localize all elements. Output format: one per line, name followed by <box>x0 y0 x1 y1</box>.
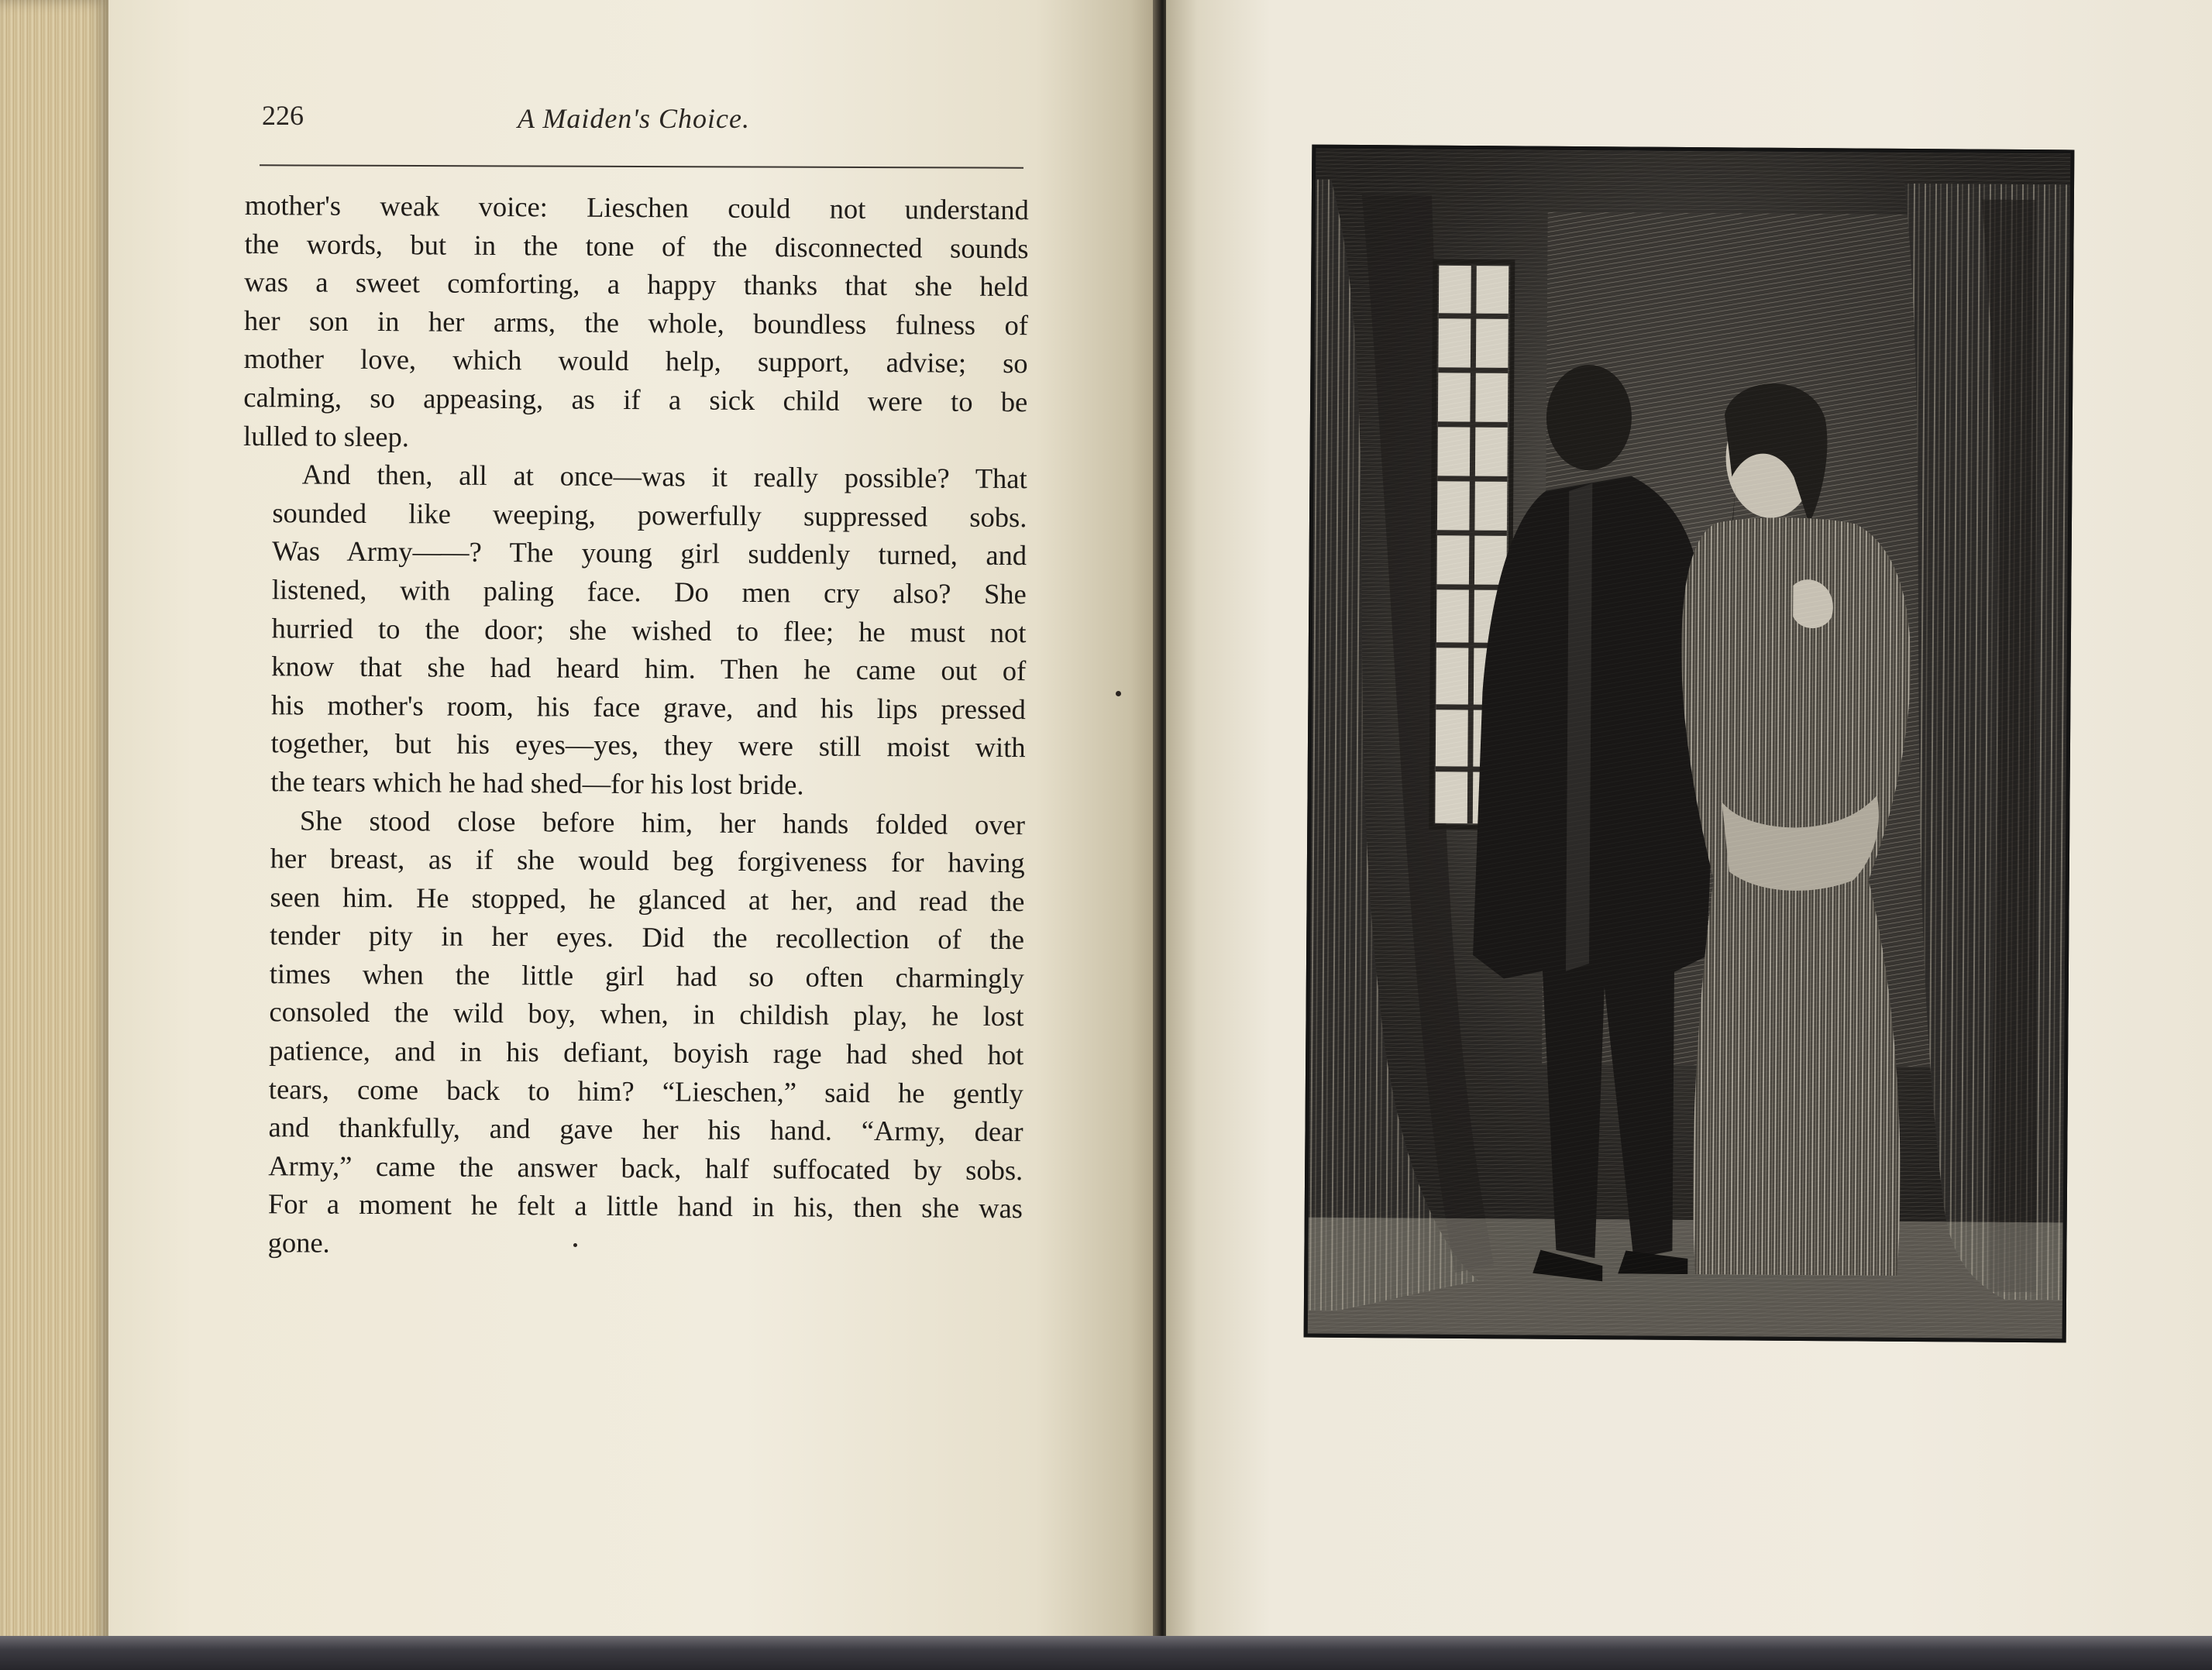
text-line: calming, so appeasing, as if a sick child were to be <box>243 380 1028 418</box>
text-line: the words, but in the tone of the disconnected sounds <box>244 227 1029 264</box>
text-line: tears, come back to him? “Lieschen,” said he gently <box>268 1072 1023 1109</box>
text-line: together, but his eyes—yes, they were still moist with <box>270 727 1026 764</box>
text-line: tender pity in her eyes. Did the recollection of the <box>269 919 1025 956</box>
text-line: seen him. He stopped, he glanced at her, and read the <box>270 880 1025 917</box>
text-line: was a sweet comforting, a happy thanks that she held <box>244 266 1029 303</box>
text-line: and thankfully, and gave her his hand. “Army, dear <box>268 1111 1023 1148</box>
running-head <box>262 99 1029 146</box>
text-line: She stood close before him, her hands folded over <box>299 803 1026 840</box>
text-line: patience, and in his defiant, boyish rage had shed hot <box>269 1034 1024 1071</box>
text-line: hurried to the door; she wished to flee; he must not <box>271 611 1027 648</box>
book-bottom-edge <box>0 1636 2212 1670</box>
engraving-svg <box>1308 149 2071 1339</box>
page-edges <box>0 0 108 1650</box>
text-line: For a moment he felt a little hand in his, then she was <box>267 1187 1023 1225</box>
text-line: the tears which he had shed—for his lost bride. <box>270 765 804 801</box>
ink-speck <box>573 1243 577 1247</box>
text-line: lulled to sleep. <box>243 419 410 452</box>
text-line: sounded like weeping, powerfully suppressed sobs. <box>272 496 1027 533</box>
paragraph <box>239 800 1026 1266</box>
text-line: Army,” came the answer back, half suffocated by sobs. <box>268 1149 1023 1187</box>
running-title: A Maiden's Choice. <box>518 103 750 134</box>
page-number: 226 <box>262 100 304 131</box>
ink-speck <box>1116 691 1121 696</box>
text-line: Was Army——? The young girl suddenly turned, and <box>271 534 1027 572</box>
text-line: her breast, as if she would beg forgiveness for having <box>270 842 1025 879</box>
text-line: consoled the wild boy, when, in childish play, he lost <box>269 995 1024 1033</box>
text-line: times when the little girl had so often charmingly <box>269 957 1024 995</box>
paragraph <box>241 455 1027 806</box>
text-line: his mother's room, his face grave, and his lips pressed <box>270 688 1027 725</box>
body-text <box>239 186 1029 1266</box>
text-line: mother love, which would help, support, advise; so <box>243 342 1028 380</box>
text-line: listened, with paling face. Do men cry also? She <box>271 573 1027 610</box>
text-line: gone. <box>267 1226 330 1259</box>
paragraph <box>243 186 1029 459</box>
engraving-illustration <box>1304 145 2075 1343</box>
text-line: her son in her arms, the whole, boundless fulness of <box>243 304 1029 341</box>
text-line: know that she had heard him. Then he came out of <box>271 650 1027 687</box>
text-line: And then, all at once—was it really possible? That <box>301 458 1027 495</box>
text-line: mother's weak voice: Lieschen could not understand <box>244 188 1029 226</box>
